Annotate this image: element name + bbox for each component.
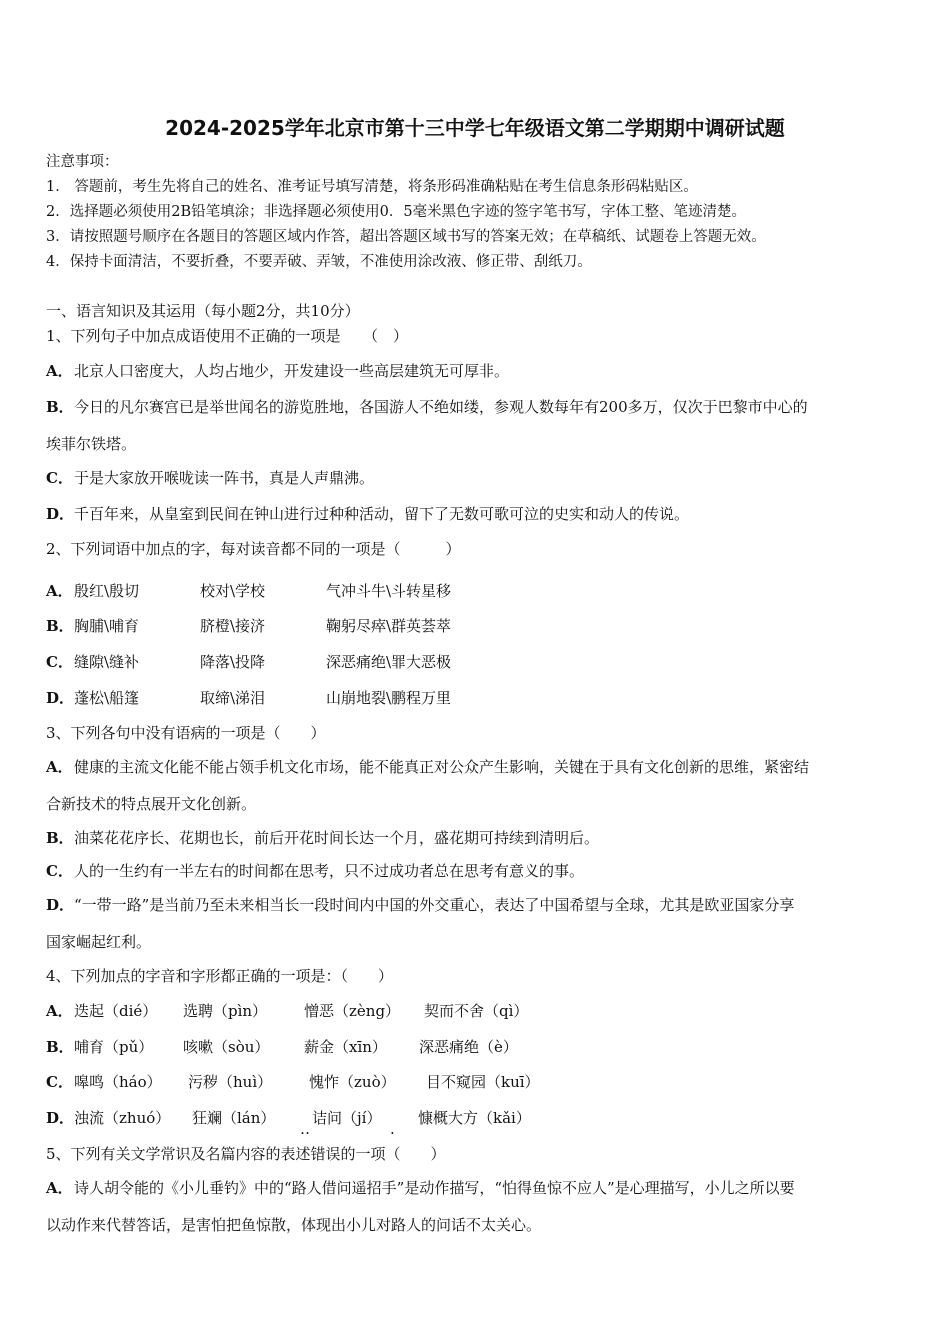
- notice-item: 1． 答题前，考生先将自己的姓名、准考证号填写清楚，将条形码准确粘贴在考生信息条形码粘贴区。: [46, 179, 698, 195]
- option-label: C．: [46, 469, 73, 487]
- pinyin-item: 契而不舍（qì）: [424, 1002, 529, 1020]
- option-b-continued: 埃菲尔铁塔。: [46, 435, 137, 453]
- option-c: [46, 861, 584, 881]
- option-d: [46, 895, 794, 915]
- pinyin-item: 选聘（pìn）: [183, 1002, 268, 1020]
- page-title: 2024-2025学年北京市第十三中学七年级语文第二学期期中调研试题: [165, 116, 785, 140]
- notice-item: 3．请按照题号顺序在各题目的答题区域内作答，超出答题区域书写的答案无效；在草稿纸、试题卷上答题无效。: [46, 229, 766, 245]
- word-pair: 气冲斗牛\斗转星移: [326, 582, 452, 600]
- option-a: [46, 1178, 795, 1198]
- word-pair: 山崩地裂\鹏程万里: [326, 689, 452, 707]
- question-stem: 5、下列有关文学常识及名篇内容的表述错误的一项（ ）: [46, 1145, 446, 1163]
- option-text: 于是大家放开喉咙读一阵书，真是人声鼎沸。: [74, 469, 375, 487]
- word-pair: 蓬松\船篷: [74, 689, 140, 707]
- word-pair: 深恶痛绝\罪大恶极: [326, 653, 452, 671]
- question-stem: 3、下列各句中没有语病的一项是（ ）: [46, 724, 326, 742]
- option-text: 诗人胡令能的《小儿垂钓》中的“路人借问遥招手”是动作描写，“怕得鱼惊不应人”是心理描写，小儿之所以要: [74, 1179, 795, 1197]
- option-label: D．: [46, 896, 75, 914]
- pinyin-item: 深恶痛绝（è）: [419, 1038, 518, 1056]
- pinyin-item: 污秽（huì）: [188, 1073, 273, 1091]
- option-label: D．: [46, 505, 75, 523]
- option-label: A．: [46, 758, 73, 776]
- word-pair: 降落\投降: [200, 653, 266, 671]
- option-d: [46, 504, 689, 524]
- option-label: A．: [46, 1002, 73, 1020]
- word-pair: 鞠躬尽瘁\群英荟萃: [326, 617, 452, 635]
- option-label: A．: [46, 362, 73, 380]
- word-pair: 脐橙\接济: [200, 617, 266, 635]
- pinyin-item: 浊流（zhuó）: [74, 1109, 171, 1127]
- word-pair: 殷红\殷切: [74, 582, 140, 600]
- pinyin-item: 愧怍（zuò）: [309, 1073, 396, 1091]
- option-text: 油菜花花序长、花期也长，前后开花时间长达一个月，盛花期可持续到清明后。: [74, 829, 600, 847]
- question-stem: 4、下列加点的字音和字形都正确的一项是：（ ）: [46, 967, 394, 985]
- option-b: [46, 828, 599, 848]
- pinyin-item: 迭起（dié）: [74, 1002, 158, 1020]
- option-label: B．: [46, 1038, 74, 1056]
- pinyin-item: 憎恶（zèng）: [304, 1002, 401, 1020]
- option-b: [46, 397, 808, 417]
- question-stem: 1、下列句子中加点成语使用不正确的一项是 （ ）: [46, 327, 409, 345]
- option-a-continued: 合新技术的特点展开文化创新。: [46, 795, 257, 813]
- option-label: B．: [46, 398, 74, 416]
- option-label: A．: [46, 582, 73, 600]
- question-stem: 2、下列词语中加点的字，每对读音都不同的一项是（ ）: [46, 540, 461, 558]
- pinyin-item: 狂斓（lán）: [192, 1109, 276, 1127]
- option-text: 健康的主流文化能不能占领手机文化市场，能不能真正对公众产生影响，关键在于具有文化创新的思维，紧密结: [74, 758, 810, 776]
- option-label: C．: [46, 862, 73, 880]
- option-label: B．: [46, 829, 74, 847]
- pinyin-item: 诘问（jí）: [312, 1109, 382, 1127]
- option-a: [46, 757, 809, 777]
- word-pair: 缝隙\缝补: [74, 653, 140, 671]
- pinyin-item: 薪金（xīn）: [304, 1038, 387, 1056]
- option-c: [46, 468, 374, 488]
- option-label: D．: [46, 689, 75, 707]
- emphasis-dot: .: [390, 1120, 395, 1138]
- notice-item: 4．保持卡面清洁，不要折叠，不要弄破、弄皱，不准使用涂改液、修正带、刮纸刀。: [46, 254, 592, 270]
- option-label: A．: [46, 1179, 73, 1197]
- option-label: C．: [46, 653, 73, 671]
- option-a: [46, 361, 509, 381]
- word-pair: 取缔\涕泪: [200, 689, 266, 707]
- section-heading: 一、语言知识及其运用（每小题2分，共10分）: [46, 302, 360, 320]
- option-text: 北京人口密度大，人均占地少，开发建设一些高层建筑无可厚非。: [74, 362, 510, 380]
- option-text: “一带一路”是当前乃至未来相当长一段时间内中国的外交重心，表达了中国希望与全球，尤其是欧亚国家分享: [74, 896, 795, 914]
- option-label: B．: [46, 617, 74, 635]
- pinyin-item: 目不窥园（kuī）: [426, 1073, 540, 1091]
- option-label: D．: [46, 1109, 75, 1127]
- option-d-continued: 国家崛起红利。: [46, 933, 152, 951]
- option-text: 今日的凡尔赛宫已是举世闻名的游览胜地，各国游人不绝如缕，参观人数每年有200多万，仅次于巴黎市中心的: [74, 398, 808, 416]
- pinyin-item: 慷概大方（kǎi）: [418, 1109, 531, 1127]
- emphasis-dot: ‥: [300, 1120, 311, 1138]
- option-text: 人的一生约有一半左右的时间都在思考，只不过成功者总在思考有意义的事。: [74, 862, 585, 880]
- pinyin-item: 咳嗽（sòu）: [183, 1038, 270, 1056]
- option-text: 千百年来，从皇室到民间在钟山进行过种种活动，留下了无数可歌可泣的史实和动人的传说。: [74, 505, 690, 523]
- notice-item: 2．选择题必须使用2B铅笔填涂；非选择题必须使用0．5毫米黑色字迹的签字笔书写，字体工整、笔迹清楚。: [46, 204, 747, 220]
- pinyin-item: 嗥鸣（háo）: [74, 1073, 162, 1091]
- notice-heading: 注意事项：: [46, 154, 119, 170]
- word-pair: 校对\学校: [200, 582, 266, 600]
- option-a-continued: 以动作来代替答话，是害怕把鱼惊散，体现出小儿对路人的问话不太关心。: [46, 1216, 542, 1234]
- option-label: C．: [46, 1073, 73, 1091]
- word-pair: 胸脯\哺育: [74, 617, 140, 635]
- pinyin-item: 哺育（pǔ）: [74, 1038, 154, 1056]
